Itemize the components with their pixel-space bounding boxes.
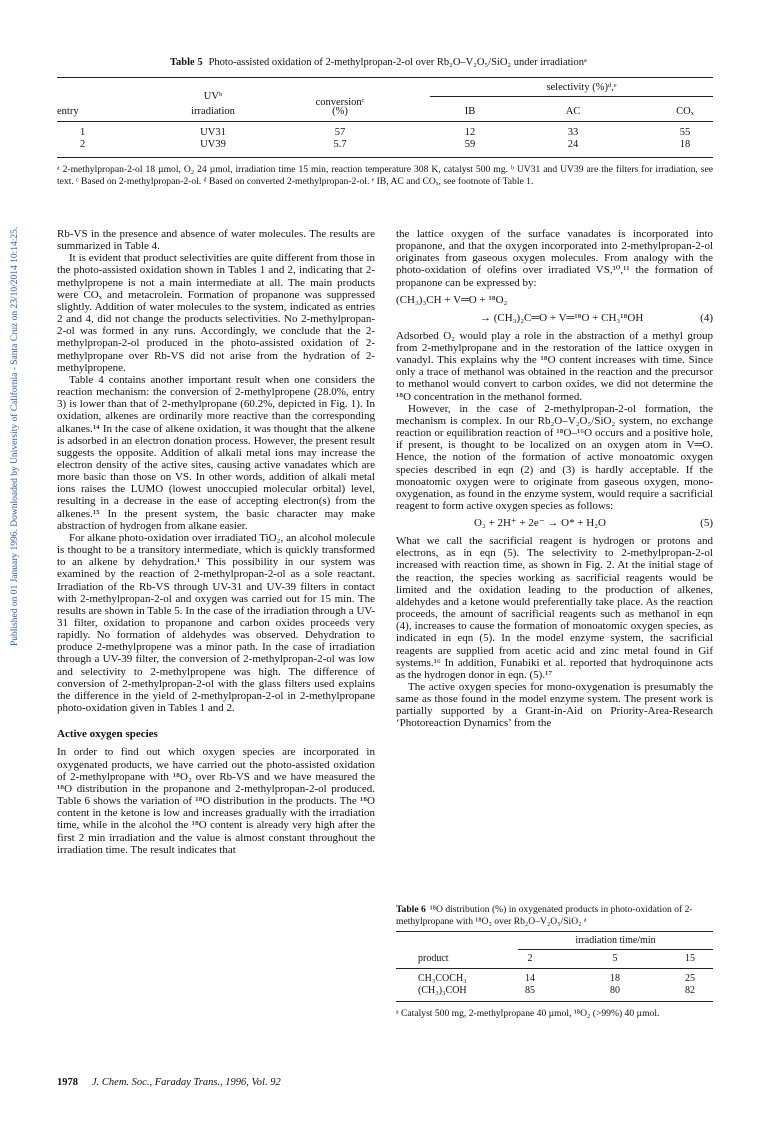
right-paragraph-3: However, in the case of 2-methylpropan-2-ol formation, the mechanism is complex. In our Rb₂O–V₂O₅/SiO₂ system, no exchange reaction or equilibration reaction of ¹⁸O–¹⁶O occurs and a positive hole, if present, is thought to be localized on an oxygen atom in V═O. Hence, the notion of the formation of active monoatomic oxygen species described in eqn (2) and (3) is hardly acceptable. If the monoatomic oxygen were to originate from gaseous oxygen, mono-oxygenation, as found in the enzyme system, would require a sacrificial reagent to form active oxygen species as follows: [396, 402, 713, 512]
table5-cox-header: COₓ [676, 106, 694, 117]
right-column [396, 228, 713, 730]
table5-row1-cox: 55 [679, 127, 691, 138]
table6-row2-t15: 82 [685, 985, 695, 996]
section-heading-active-oxygen: Active oxygen species [57, 728, 158, 741]
table5-conversion-header: conversionᶜ [315, 97, 365, 108]
table5-label: Table 5 [170, 57, 203, 68]
table6-row2-product: (CH₃)₃COH [418, 985, 467, 996]
table6-caption [396, 904, 713, 928]
equation-4-reactants: (CH₃)₃CH + V═O + ¹⁸O₂ [396, 293, 508, 306]
equation-5-body: O₂ + 2H⁺ + 2e⁻ → O* + H₂O [474, 517, 606, 530]
table5-row1-conversion: 57 [334, 127, 346, 138]
left-paragraph-3: Table 4 contains another important result when one considers the reaction mechanism: the conversion of 2-methylpropene (28.0%, entry 3) is lower than that of 2-methylpropane (60.2%, depicted in Fig. 1). In oxidation, alkenes are ordinarily more reactive than the corresponding alkanes.¹⁴ In the case of alkene oxidation, it was thought that the alkene is adsorbed in an electron donation process. However, the present result suggests the opposite. Addition of alkali metal ions may increase the electron density of the active sites, causing active vanadates which are more basic than those on VS. In other words, addition of alkali metal ions raises the LUMO (lowest unoccupied molecular orbital) level, resulting in a decrease in the ease of accepting electron(s) from the alkenes.¹⁵ In the present system, the basic character may make abstraction of hydrogen from alkane easier. [57, 373, 375, 532]
equation-4-line-1 [396, 294, 713, 307]
table5-irradiation-header: irradiation [191, 106, 235, 117]
table5-row1-entry: 1 [80, 127, 86, 138]
left-paragraph-2: It is evident that product selectivities are quite different from those in the photo-assisted oxidation shown in Tables 1 and 2, indicating that 2-methylpropene is not a main intermediate at all. The main products were COₓ and metacrolein. Formation of propanone was suppressed slightly. Addition of water molecules to the system, indicated as entries 2 and 4, did not change the products selectivities. No 2-methylpropan-2-ol was formed in any runs. Accordingly, we conclude that the 2-methylpropan-2-ol produced in the photo-assisted oxidation of 2-methylpropane over Rb-VS did not arise from the hydration of 2-methylpropene. [57, 252, 375, 374]
table6-product-header: product [418, 953, 449, 964]
equation-5-number: (5) [700, 517, 713, 530]
equation-4-number: (4) [700, 311, 713, 324]
table6-group-rule [518, 949, 713, 950]
table6-row1-t2: 14 [525, 973, 535, 984]
table5-row1-ib: 12 [464, 127, 476, 138]
equation-4-line-2 [396, 312, 713, 325]
table6-footnote: ᵃ Catalyst 500 mg, 2-methylpropane 40 µmol, ¹⁸O₂ (>99%) 40 µmol. [396, 1008, 660, 1019]
table5-row2-uv: UV39 [200, 139, 226, 150]
table6-header-rule [396, 968, 713, 969]
table5-ib-header: IB [464, 106, 476, 117]
table5-row1-ac: 33 [567, 127, 579, 138]
equation-4-products: → (CH₃)₂C═O + V═¹⁸O + CH₃¹⁸OH [480, 311, 644, 324]
table5-caption [170, 57, 730, 68]
table6-top-rule [396, 931, 713, 932]
table5-row2-cox: 18 [679, 139, 691, 150]
table5-row2-ib: 59 [464, 139, 476, 150]
table6-label: Table 6 [396, 904, 426, 915]
table5-row2-ac: 24 [567, 139, 579, 150]
table6-group-header: irradiation time/min [575, 935, 656, 946]
right-paragraph-5: The active oxygen species for mono-oxygenation is presumably the same as those found in the model enzyme system. The present work is partially supported by a Grant-in-Aid on Priority-Area-Research ‘Photoreaction Dynamics’ from the [396, 681, 713, 730]
table6-row1-t15: 25 [685, 973, 695, 984]
table5-top-rule [57, 77, 713, 78]
journal-citation: J. Chem. Soc., Faraday Trans., 1996, Vol. 92 [92, 1077, 281, 1088]
table5-selectivity-header: selectivity (%)ᵈ,ᵉ [546, 82, 617, 93]
table6-caption-text: ¹⁸O distribution (%) in oxygenated products in photo-oxidation of 2-methylpropane with ¹⁸O₂ over Rb₂O–V₂O₅/SiO₂ ᵃ [396, 904, 693, 927]
page-number: 1978 [57, 1077, 78, 1088]
table6-bottom-rule [396, 1001, 713, 1002]
table5-caption-text: Photo-assisted oxidation of 2-methylpropan-2-ol over Rb₂O–V₂O₅/SiO₂ under irradiationᵃ [208, 57, 587, 68]
left-paragraph-1: Rb-VS in the presence and absence of water molecules. The results are summarized in Table 4. [57, 228, 375, 253]
table5-row2-entry: 2 [80, 139, 86, 150]
right-paragraph-1: the lattice oxygen of the surface vanadates is incorporated into propanone, and that the oxygen incorporated into 2-methylpropan-2-ol originates from gaseous oxygen molecules. From analogy with the photo-oxidation of olefins over irradiated VS,¹⁰,¹¹ the formation of propanone can be expressed by: [396, 228, 713, 289]
table5-uv-header: UVᵇ [203, 91, 223, 102]
table6-time-2: 2 [527, 953, 533, 964]
left-paragraph-5: In order to find out which oxygen species are incorporated in oxygenated products, we have carried out the photo-assisted oxidation of 2-methylpropane with ¹⁸O₂ over Rb-VS and we have measured the ¹⁸O distribution in the propanone and 2-methylpropan-2-ol produced. Table 6 shows the variation of ¹⁸O distribution in the products. The ¹⁸O content in the ketone is low and increases gradually with the irradiation time, while in the alcohol the ¹⁸O content is already very high after the first 2 min irradiation and the value is almost constant throughout the irradiation time. The result indicates that [57, 746, 375, 856]
table5-footnote: ᵃ 2-methylpropan-2-ol 18 µmol, O₂ 24 µmol, irradiation time 15 min, reaction temperature 308 K, catalyst 500 mg. ᵇ UV31 and UV39 are the filters for irradiation, see text. ᶜ Based on 2-methylpropan-2-ol. ᵈ Based on converted 2-methylpropan-2-ol. ᵉ IB, AC and COₓ, see footnote of Table 1. [57, 164, 713, 187]
table5-selectivity-rule [430, 96, 713, 97]
table6-row1-t5: 18 [610, 973, 620, 984]
table5-header-rule [57, 121, 713, 122]
table5-percent-header: (%) [332, 106, 348, 117]
table5-bottom-rule [57, 157, 713, 158]
table6-row2-t2: 85 [525, 985, 535, 996]
page-footer [57, 1077, 281, 1088]
table5-ac-header: AC [565, 106, 581, 117]
table5-row2-conversion: 5.7 [333, 139, 347, 150]
table5-entry-header: entry [57, 106, 79, 117]
download-stamp: Published on 01 January 1996. Downloaded by University of California - Santa Cruz on 23/10/2014 10:14:25. [10, 226, 20, 646]
table6-row1-product: CH₃COCH₃ [418, 973, 467, 984]
right-paragraph-4: What we call the sacrificial reagent is hydrogen or protons and electrons, as in eqn (5). The selectivity to 2-methylpropan-2-ol increased with reaction time, as shown in Fig. 2. At the initial stage of the reaction, the species working as sacrificial reagents would be limited and the oxidation leading to the production of alkenes, aldehydes and a ketone would preferentially take place. As the reaction proceeds, the amount of sacrificial reagents such as methanol in eqn (4), increases to cause the formation of monoatomic oxygen species, as indicated in eqn (5). In the model enzyme system, the sacrificial reagents are supplied from acetic acid and zinc metal found in Gif systems.¹⁶ In addition, Funabiki et al. reported that hydroquinone acts as the hydrogen donor in eqn. (5).¹⁷ [396, 535, 713, 681]
table5-row1-uv: UV31 [200, 127, 226, 138]
table6-time-15: 15 [685, 953, 695, 964]
left-column [57, 228, 375, 856]
left-paragraph-4: For alkane photo-oxidation over irradiated TiO₂, an alcohol molecule is thought to be a transitory intermediate, which is quickly transformed to an alkene by dehydration.¹ This possibility in our system was examined by the reaction of 2-methylpropan-2-ol as a sole reactant. Irradiation of the Rb-VS through UV-31 and UV-39 filters in contact with 2-methylpropan-2-ol and oxygen was carried out for 15 min. The results are shown in Table 5. In the case of the irradiation through a UV-31 filter, oxidation to propanone and carbon oxides proceeds very rapidly. No formation of aldehydes was observed. Dehydration to produce 2-methylpropene was a minor path. In the case of irradiation through a UV-39 filter, the conversion of 2-methylpropan-2-ol was low and selectivity to 2-methylpropene was high. The difference of conversion of 2-methylpropan-2-ol with the glass filters used explains the difference in the yield of 2-methylpropan-2-ol in 2-methylpropane photo-oxidation given in Tables 1 and 2. [57, 531, 375, 715]
right-paragraph-2: Adsorbed O₂ would play a role in the abstraction of a methyl group from 2-methylpropane and in the restoration of the lattice oxygen in vanadyl. This explains why the ¹⁸O content increases with time. Since only a trace of methanol was obtained in the reaction and the precursor to methanol would convert to carbon oxides, we did not determine the ¹⁸O concentration in the methanol formed. [396, 329, 713, 403]
equation-5 [396, 517, 713, 530]
table6-time-5: 5 [612, 953, 618, 964]
table6-row2-t5: 80 [610, 985, 620, 996]
